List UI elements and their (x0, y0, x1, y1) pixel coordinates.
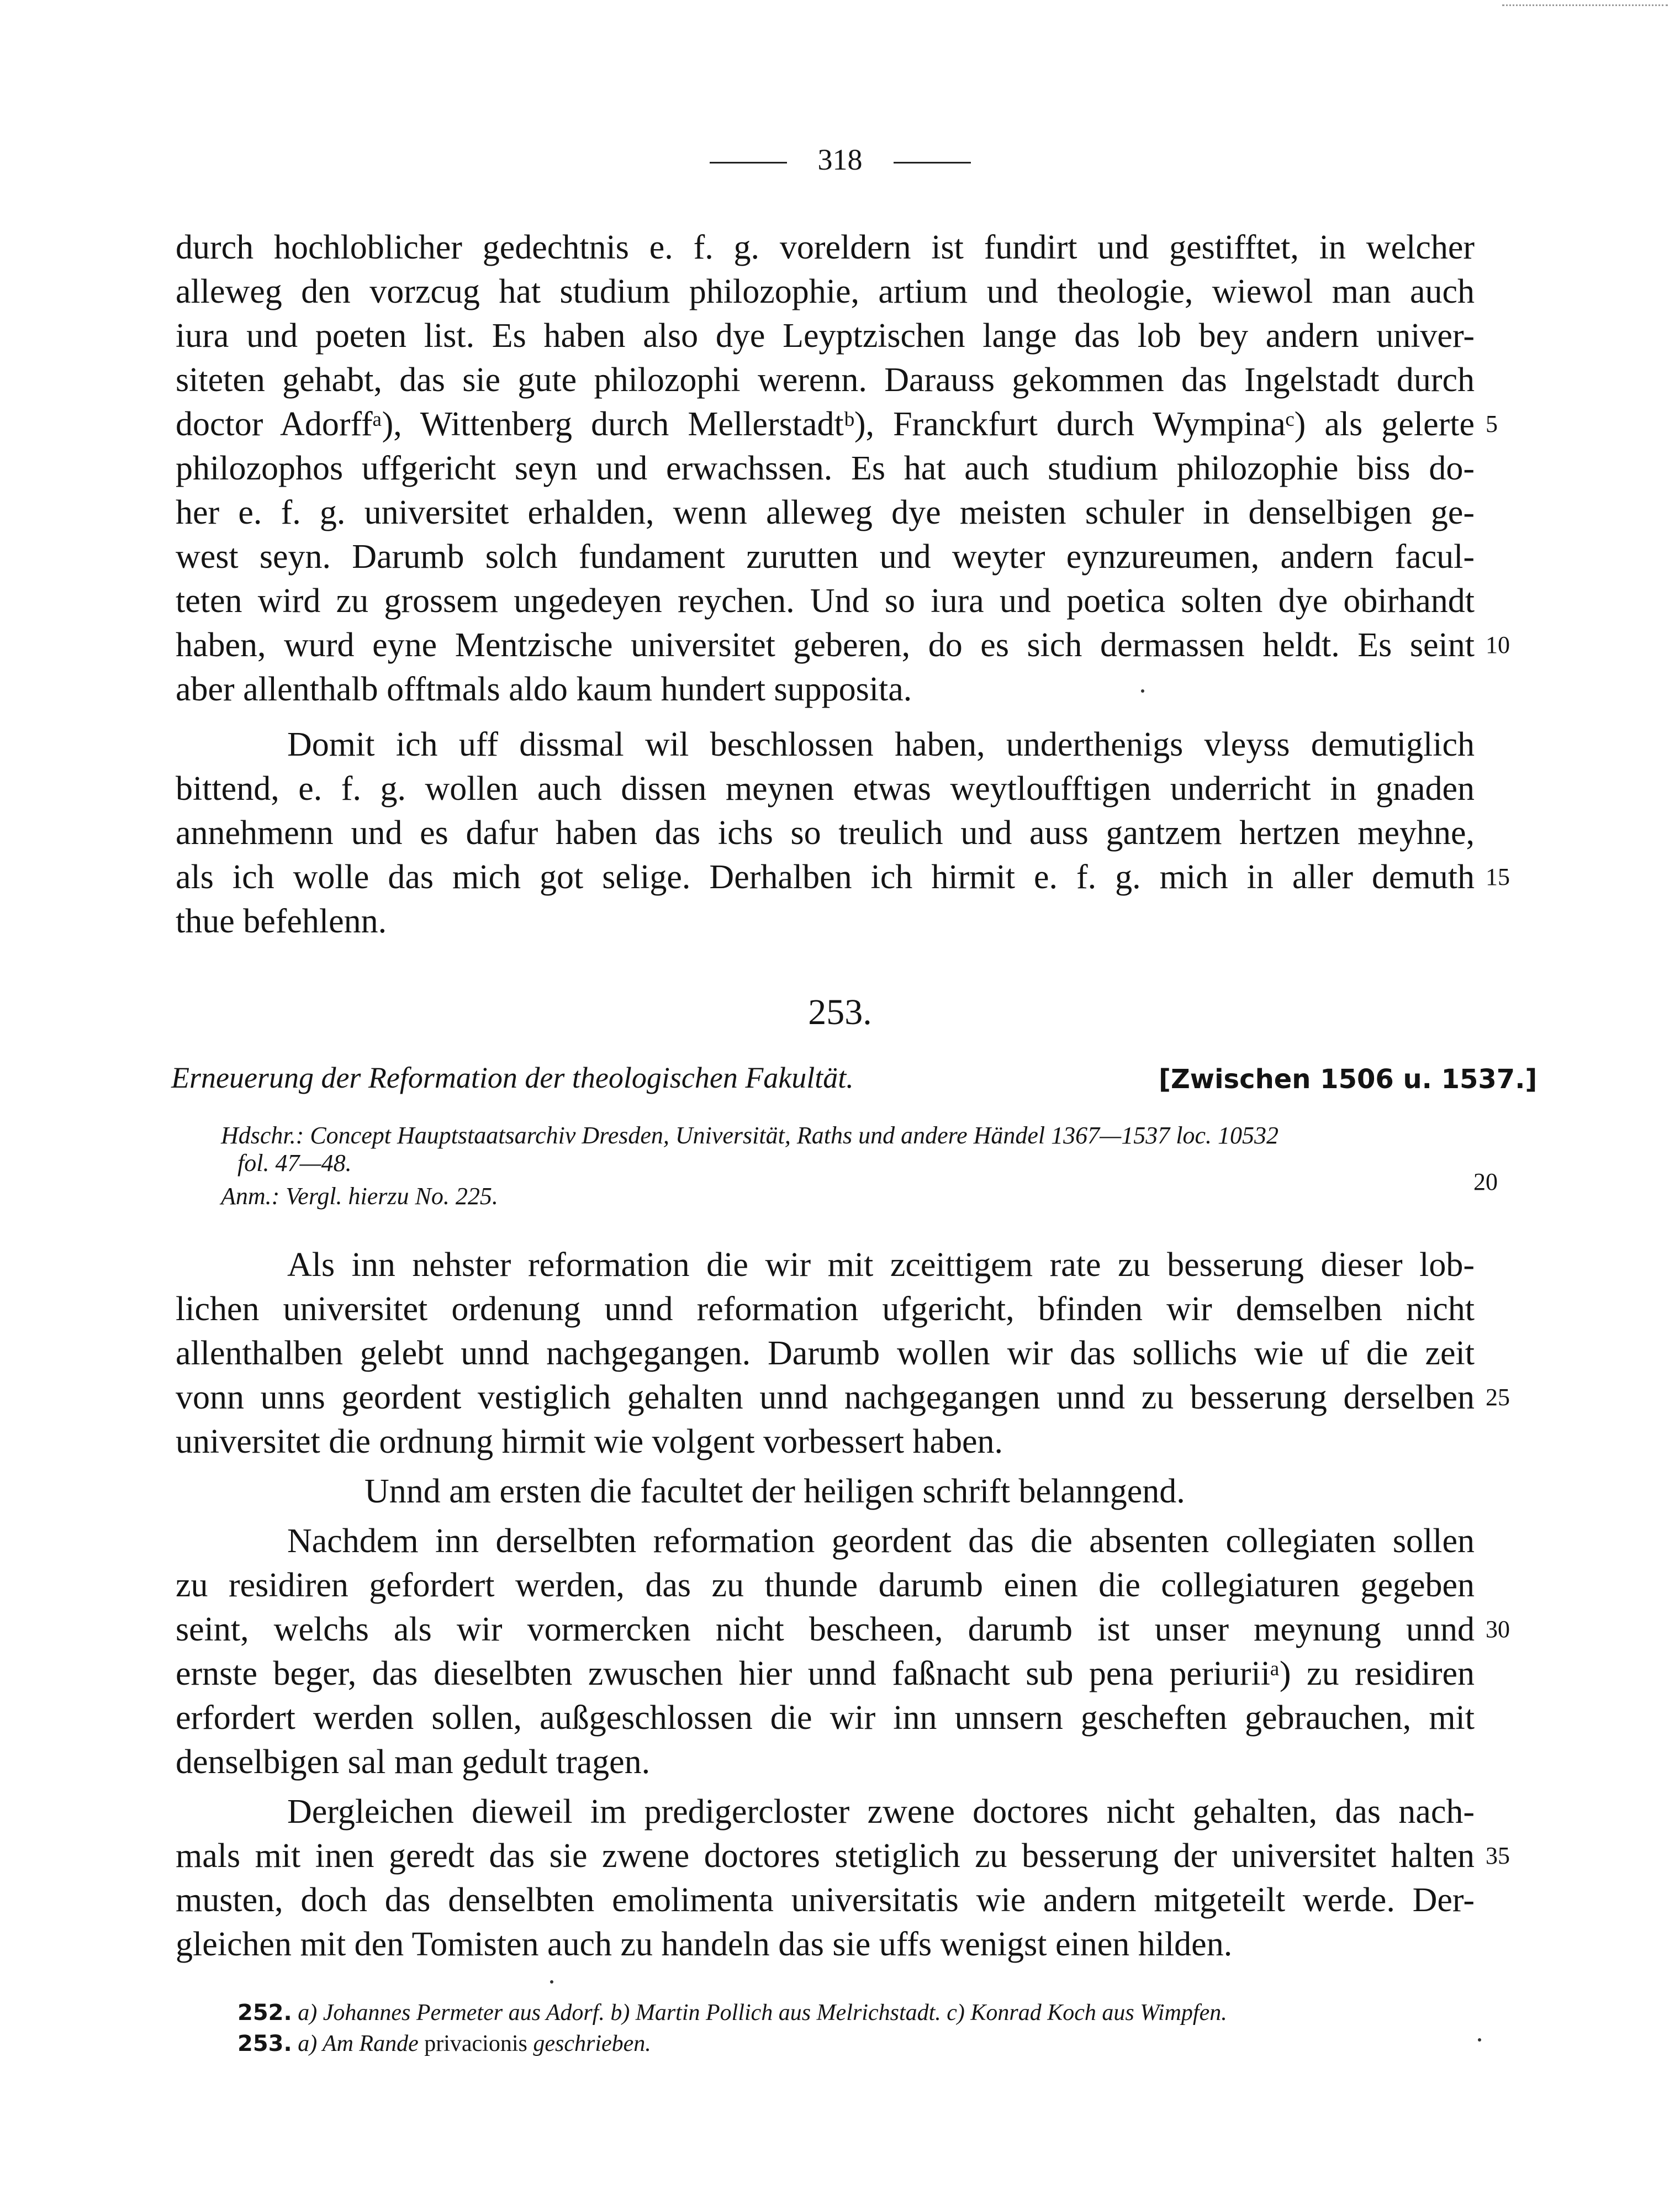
line-text: seint, welchs als wir vormercken nicht bescheen, darumb ist unser meynung unnd (176, 1611, 1475, 1648)
text-line (0, 225, 1680, 270)
text-line (0, 855, 1680, 899)
text-line (0, 535, 1680, 579)
line-text: teten wird zu grossem ungedeyen reychen. Und so iura und poetica solten dye obirhandt (176, 582, 1475, 620)
text-line (0, 1420, 1680, 1464)
text-line (0, 667, 1680, 711)
source-manuscript-line: Hdschr.: Concept Hauptstaatsarchiv Dresden, Universität, Raths und andere Händel 1367—1537 loc. 10532 (221, 1122, 1279, 1149)
line-number: 5 (1486, 410, 1498, 437)
line-text: allenthalben gelebt unnd nachgegangen. Darumb wollen wir das sollichs wie uf die zeit (176, 1335, 1475, 1372)
document-date: [Zwischen 1506 u. 1537.] (1159, 1064, 1538, 1095)
text-line (0, 1243, 1680, 1287)
top-edge-rule (1502, 4, 1668, 6)
text-line (0, 358, 1680, 402)
page-number: 318 (817, 143, 863, 176)
text-line (0, 402, 1680, 446)
document-title: Erneuerung der Reformation der theologischen Fakultät. (171, 1061, 854, 1094)
text-line (0, 1287, 1680, 1331)
line-text: Unnd am ersten die facultet der heiligen schrift belanngend. (364, 1473, 1185, 1510)
line-number: 15 (1486, 863, 1510, 890)
line-text: zu residiren gefordert werden, das zu thunde darumb einen die collegiaturen gegeben (176, 1566, 1475, 1604)
source-folio-line: fol. 47—48. (237, 1149, 352, 1177)
source-note-line: Anm.: Vergl. hierzu No. 225. (221, 1183, 498, 1210)
text-line (0, 623, 1680, 667)
line-text: annehmenn und es dafur haben das ichs so treulich und auss gantzem hertzen meyhne, (176, 814, 1475, 852)
line-text: doctor Adorffᵃ), Wittenberg durch Mellerstadtᵇ), Franckfurt durch Wympinaᶜ) als gelerte (176, 405, 1475, 443)
text-line (0, 1696, 1680, 1740)
line-text: lichen universitet ordenung unnd reformation ufgericht, bfinden wir demselben nicht (176, 1290, 1475, 1328)
text-line (0, 1834, 1680, 1878)
text-line (0, 1331, 1680, 1375)
line-text: vonn unns geordent vestiglich gehalten unnd nachgegangen unnd zu besserung derselben (176, 1379, 1475, 1416)
footnote-text: geschrieben. (533, 2031, 651, 2056)
footnote-text: a) Johannes Permeter aus Adorf. b) Martin Pollich aus Melrichstadt. c) Konrad Koch aus Wimpfen. (298, 2000, 1227, 2026)
text-line (0, 1922, 1680, 1966)
text-line (0, 899, 1680, 943)
line-text: ernste beger, das dieselbten zwuschen hier unnd faßnacht sub pena periuriiᵃ) zu residiren (176, 1655, 1475, 1692)
footnote-252 (237, 2000, 1227, 2026)
text-line (0, 1652, 1680, 1696)
line-text: Als inn nehster reformation die wir mit zceittigem rate zu besserung dieser lob- (287, 1246, 1475, 1284)
header-dash-left (710, 162, 787, 163)
line-text: mals mit inen geredt das sie zwene doctores stetiglich zu besserung der universitet halten (176, 1837, 1475, 1875)
line-text: west seyn. Darumb solch fundament zurutten und weyter eynzureumen, andern facul- (176, 538, 1475, 576)
text-line (0, 314, 1680, 358)
line-text: durch hochloblicher gedechtnis e. f. g. voreldern ist fundirt und gestifftet, in welcher (176, 229, 1475, 266)
text-line (0, 579, 1680, 623)
line-text: her e. f. g. universitet erhalden, wenn alleweg dye meisten schuler in denselbigen ge- (176, 494, 1475, 531)
footnote-number: 253. (237, 2031, 292, 2056)
footnote-number: 252. (237, 2000, 292, 2026)
line-number: 35 (1486, 1842, 1510, 1869)
text-line (0, 270, 1680, 314)
text-line (0, 490, 1680, 535)
line-text: erfordert werden sollen, außgeschlossen die wir inn unnsern gescheften gebrauchen, mit (176, 1699, 1475, 1737)
text-line (0, 1563, 1680, 1607)
text-line (0, 1790, 1680, 1834)
print-speck (1478, 2038, 1481, 2042)
line-number: 25 (1486, 1384, 1510, 1411)
text-line (0, 1519, 1680, 1563)
text-line (0, 1740, 1680, 1784)
line-text: iura und poeten list. Es haben also dye Leyptzischen lange das lob bey andern univer- (176, 317, 1475, 355)
footnote-253 (237, 2030, 651, 2057)
line-text: alleweg den vorzcug hat studium philozophie, artium und theologie, wiewol man auch (176, 273, 1475, 310)
line-text: gleichen mit den Tomisten auch zu handeln das sie uffs wenigst einen hilden. (176, 1926, 1233, 1963)
line-text: universitet die ordnung hirmit wie volgent vorbessert haben. (176, 1423, 1003, 1460)
text-line (0, 811, 1680, 855)
text-line (0, 446, 1680, 490)
line-text: thue befehlenn. (176, 903, 387, 940)
header-dash-right (894, 162, 971, 163)
text-line (0, 1607, 1680, 1652)
line-text: philozophos uffgericht seyn und erwachssen. Es hat auch studium philozophie biss do- (176, 450, 1475, 487)
line-text: haben, wurd eyne Mentzische universitet geberen, do es sich dermassen heldt. Es seint (176, 626, 1475, 664)
line-text: Nachdem inn derselbten reformation geordent das die absenten collegiaten sollen (287, 1522, 1475, 1560)
line-number: 10 (1486, 631, 1510, 658)
document-number: 253. (808, 992, 872, 1032)
text-line (0, 1878, 1680, 1922)
line-text: Domit ich uff dissmal wil beschlossen haben, underthenigs vleyss demutiglich (287, 726, 1475, 763)
line-text: siteten gehabt, das sie gute philozophi werenn. Darauss gekommen das Ingelstadt durch (176, 361, 1475, 399)
print-speck (1141, 689, 1144, 693)
footnote-text: a) Am Rande (298, 2031, 419, 2056)
text-line (0, 767, 1680, 811)
text-line (0, 1375, 1680, 1420)
line-text: musten, doch das denselbten emolimenta universitatis wie andern mitgeteilt werde. Der- (176, 1881, 1475, 1919)
line-text: Dergleichen dieweil im predigercloster zwene doctores nicht gehalten, das nach- (287, 1793, 1475, 1831)
line-text: aber allenthalb offtmals aldo kaum hundert supposita. (176, 671, 912, 708)
line-text: bittend, e. f. g. wollen auch dissen meynen etwas weytloufftigen underricht in gnaden (176, 770, 1475, 808)
line-number: 30 (1486, 1616, 1510, 1643)
line-number: 20 (1473, 1168, 1498, 1195)
page-header (0, 143, 1680, 177)
line-text: denselbigen sal man gedult tragen. (176, 1743, 651, 1781)
text-line (0, 722, 1680, 767)
section-heading-line (0, 1469, 1680, 1513)
footnote-word: privacionis (424, 2031, 527, 2056)
print-speck (550, 1980, 553, 1984)
line-text: als ich wolle das mich got selige. Derhalben ich hirmit e. f. g. mich in aller demuth (176, 858, 1475, 896)
